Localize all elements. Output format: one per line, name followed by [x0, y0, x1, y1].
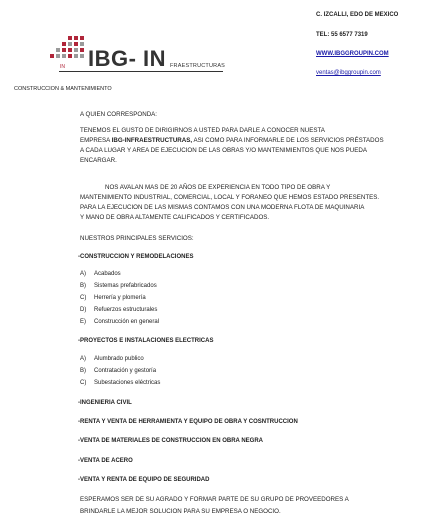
paragraph-2-line-1: NOS AVALAN MAS DE 20 AÑOS DE EXPERIENCIA EN TODO TIPO DE OBRA Y [105, 184, 331, 191]
section-renta-herramienta: -RENTA Y VENTA DE HERRAMIENTA Y EQUIPO DE OBRA Y COSNTRUCCION [78, 419, 298, 425]
list-item: A) Alumbrado publico [80, 356, 144, 362]
contact-email-link[interactable]: ventas@ibggroupin.com [316, 70, 381, 76]
list-item: C) Herrería y plomería [80, 295, 146, 301]
list-item: B) Contratación y gestoría [80, 368, 157, 374]
section-ingenieria-civil: -INGENIERIA CIVIL [78, 400, 132, 406]
logo-mini-text: IN [60, 64, 65, 70]
list-item: C) Subestaciones eléctricas [80, 380, 161, 386]
paragraph-2-line-4: Y MANO DE OBRA ALTAMENTE CALIFICADOS Y CERTIFICADOS. [80, 214, 270, 221]
paragraph-1-line-1: TENEMOS EL GUSTO DE DIRIGIRNOS A USTED PARA DARLE A CONOCER NUESTA [80, 127, 325, 134]
section-seguridad: -VENTA Y RENTA DE EQUIPO DE SEGURIDAD [78, 477, 210, 483]
paragraph-1-line-4: ENCARGAR. [80, 157, 117, 164]
paragraph-1-line-2: EMPRESA IBG-INFRAESTRUCTURAS, ASI COMO PARA INFORMARLE DE LOS SERVICIOS PRÉSTADOS [80, 137, 384, 144]
brand-underline [59, 71, 223, 72]
contact-address: C. IZCALLI, EDO DE MEXICO [316, 12, 399, 18]
brand-subtitle: FRAESTRUCTURAS [170, 63, 226, 69]
logo-mark [48, 36, 88, 66]
services-intro: NUESTROS PRINCIPALES SERVICIOS: [80, 235, 194, 242]
list-item: A) Acabados [80, 271, 121, 277]
tagline: CONSTRUCCION & MANTENIMIENTO [14, 86, 112, 92]
section-electricas: -PROYECTOS E INSTALACIONES ELECTRICAS [78, 338, 214, 344]
paragraph-2-line-2: MANTENIMIENTO INDUSTRIAL, COMERCIAL, LOCAL Y FORANEO QUE HEMOS ESTADO PRESENTES. [80, 194, 380, 201]
list-item: B) Sistemas prefabricados [80, 283, 157, 289]
section-materiales: -VENTA DE MATERIALES DE CONSTRUCCION EN OBRA NEGRA [78, 438, 264, 444]
contact-website-link[interactable]: WWW.IBGGROUPIN.COM [316, 51, 389, 57]
closing-line-1: ESPERAMOS SER DE SU AGRADO Y FORMAR PARTE DE SU GRUPO DE PROVEEDORES A [80, 496, 349, 503]
closing-line-2: BRINDARLE LA MEJOR SOLUCION PARA SU EMPRESA O NEGOCIO. [80, 508, 281, 515]
paragraph-2-line-3: PARA LA EJECUCION DE LAS MISMAS CONTAMOS CON UNA MODERNA FLOTA DE MAQUINARIA [80, 204, 365, 211]
section-acero: -VENTA DE ACERO [78, 458, 133, 464]
brand-name: IBG- IN [88, 46, 167, 71]
salutation: A QUIEN CORRESPONDA: [80, 111, 158, 118]
section-construccion: -CONSTRUCCION Y REMODELACIONES [78, 254, 194, 260]
contact-phone: TEL: 55 6577 7319 [316, 32, 368, 38]
paragraph-1-line-3: A CADA LUGAR Y AREA DE EJECUCION DE LAS OBRAS Y/O MANTENIMIENTOS QUE NOS PUEDA [80, 147, 367, 154]
list-item: E) Construcción en general [80, 319, 160, 325]
list-item: D) Refuerzos estructurales [80, 307, 158, 313]
company-name: IBG-INFRAESTRUCTURAS, [111, 137, 193, 144]
